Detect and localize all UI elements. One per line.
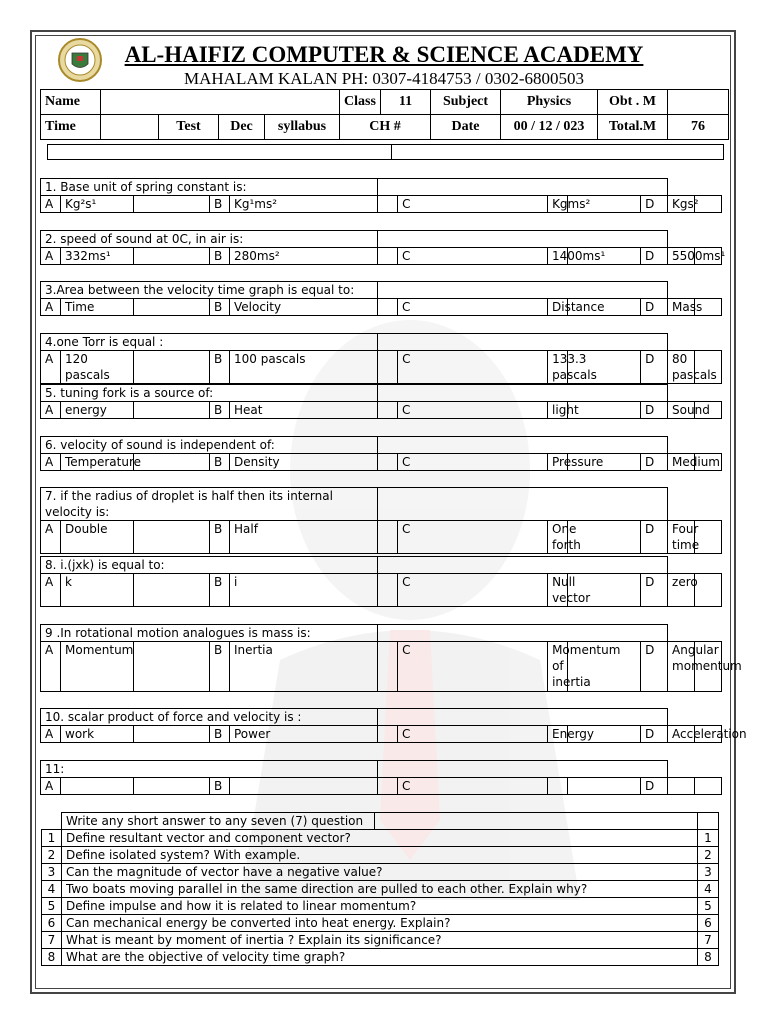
mcq-question-text: 4.one Torr is equal : bbox=[41, 334, 378, 351]
short-answer-row bbox=[42, 915, 719, 932]
option-text-a[interactable]: 120 pascals bbox=[61, 351, 134, 384]
option-text-c[interactable]: Null vector bbox=[548, 574, 568, 607]
option-spacer bbox=[378, 778, 398, 795]
option-spacer bbox=[378, 642, 398, 692]
mcq-question-blank bbox=[378, 385, 668, 402]
question-number: 8 bbox=[42, 949, 62, 966]
option-letter-b: B bbox=[210, 642, 230, 692]
option-spacer bbox=[378, 454, 398, 471]
option-letter-b: B bbox=[210, 454, 230, 471]
mcq-question-blank bbox=[378, 761, 668, 778]
option-letter-d: D bbox=[641, 454, 668, 471]
subject-value: Physics bbox=[501, 90, 598, 115]
mcq-question-text: 2. speed of sound at 0C, in air is: bbox=[41, 231, 378, 248]
option-letter-d: D bbox=[641, 726, 668, 743]
option-letter-c: C bbox=[398, 642, 548, 692]
short-answer-table bbox=[41, 812, 719, 966]
option-spacer bbox=[134, 574, 210, 607]
option-text-b[interactable]: 280ms² bbox=[230, 248, 378, 265]
question-marks: 5 bbox=[698, 898, 719, 915]
option-spacer bbox=[378, 521, 398, 554]
option-spacer bbox=[134, 351, 210, 384]
option-text-b[interactable]: Inertia bbox=[230, 642, 378, 692]
date-label: Date bbox=[431, 115, 501, 140]
option-text-d[interactable]: Angular momentum bbox=[668, 642, 695, 692]
test-label: Test bbox=[159, 115, 219, 140]
total-marks-label: Total.M bbox=[598, 115, 668, 140]
test-value: Dec bbox=[219, 115, 265, 140]
obtained-marks-field[interactable] bbox=[668, 90, 729, 115]
option-text-d[interactable]: Sound bbox=[668, 402, 695, 419]
option-text-a[interactable]: energy bbox=[61, 402, 134, 419]
name-label: Name bbox=[41, 90, 101, 115]
mcq-question-8 bbox=[40, 556, 722, 607]
short-answer-row bbox=[42, 847, 719, 864]
short-answer-heading: Write any short answer to any seven (7) question bbox=[62, 813, 375, 830]
obtained-marks-label: Obt . M bbox=[598, 90, 668, 115]
option-text-d[interactable]: 5500ms¹ bbox=[668, 248, 695, 265]
option-text-c[interactable]: Distance bbox=[548, 299, 568, 316]
mcq-question-text: 8. i.(jxk) is equal to: bbox=[41, 557, 378, 574]
question-text: What is meant by moment of inertia ? Explain its significance? bbox=[62, 932, 698, 949]
option-text-b[interactable]: 100 pascals bbox=[230, 351, 378, 384]
option-text-a[interactable] bbox=[61, 778, 134, 795]
option-letter-b: B bbox=[210, 351, 230, 384]
option-spacer bbox=[568, 778, 641, 795]
option-letter-c: C bbox=[398, 454, 548, 471]
question-text: Can the magnitude of vector have a negative value? bbox=[62, 864, 698, 881]
option-text-d[interactable]: 80 pascals bbox=[668, 351, 695, 384]
date-value: 00 / 12 / 023 bbox=[501, 115, 598, 140]
option-spacer bbox=[378, 726, 398, 743]
mcq-question-text: 6. velocity of sound is independent of: bbox=[41, 437, 378, 454]
option-letter-b: B bbox=[210, 521, 230, 554]
option-letter-c: C bbox=[398, 726, 548, 743]
option-letter-a: A bbox=[41, 521, 61, 554]
option-text-c[interactable]: Momentum of inertia bbox=[548, 642, 568, 692]
option-spacer bbox=[134, 778, 210, 795]
mcq-question-blank bbox=[378, 282, 668, 299]
option-spacer bbox=[134, 248, 210, 265]
mcq-question-text: 7. if the radius of droplet is half then its internal velocity is: bbox=[41, 488, 378, 521]
option-text-d[interactable]: Kgs² bbox=[668, 196, 695, 213]
option-letter-a: A bbox=[41, 248, 61, 265]
mcq-question-text: 3.Area between the velocity time graph is equal to: bbox=[41, 282, 378, 299]
option-text-c[interactable]: One forth bbox=[548, 521, 568, 554]
short-answer-row bbox=[42, 949, 719, 966]
time-label: Time bbox=[41, 115, 101, 140]
option-letter-d: D bbox=[641, 642, 668, 692]
question-marks: 3 bbox=[698, 864, 719, 881]
question-number: 3 bbox=[42, 864, 62, 881]
option-letter-a: A bbox=[41, 196, 61, 213]
question-text: Define isolated system? With example. bbox=[62, 847, 698, 864]
option-letter-a: A bbox=[41, 726, 61, 743]
option-spacer bbox=[134, 299, 210, 316]
time-field[interactable] bbox=[101, 115, 159, 140]
option-letter-b: B bbox=[210, 196, 230, 213]
question-number: 7 bbox=[42, 932, 62, 949]
question-text: Define resultant vector and component vector? bbox=[62, 830, 698, 847]
option-letter-b: B bbox=[210, 299, 230, 316]
option-text-c[interactable] bbox=[548, 778, 568, 795]
option-text-a[interactable]: Double bbox=[61, 521, 134, 554]
question-number: 6 bbox=[42, 915, 62, 932]
option-text-b[interactable]: Half bbox=[230, 521, 378, 554]
question-marks: 8 bbox=[698, 949, 719, 966]
mcq-question-6 bbox=[40, 436, 722, 471]
option-text-a[interactable]: Kg²s¹ bbox=[61, 196, 134, 213]
option-spacer bbox=[378, 351, 398, 384]
mcq-question-text: 5. tuning fork is a source of: bbox=[41, 385, 378, 402]
mcq-question-blank bbox=[378, 625, 668, 642]
option-text-b[interactable]: Power bbox=[230, 726, 378, 743]
option-text-b[interactable]: Heat bbox=[230, 402, 378, 419]
question-marks: 1 bbox=[698, 830, 719, 847]
mcq-question-9 bbox=[40, 624, 742, 692]
option-text-c[interactable]: light bbox=[548, 402, 568, 419]
option-text-d[interactable] bbox=[668, 778, 695, 795]
option-text-d[interactable]: Mass bbox=[668, 299, 695, 316]
option-text-c[interactable]: 133.3 pascals bbox=[548, 351, 568, 384]
mcq-question-text: 1. Base unit of spring constant is: bbox=[41, 179, 378, 196]
mcq-question-5 bbox=[40, 384, 722, 419]
option-letter-d: D bbox=[641, 248, 668, 265]
question-text: Two boats moving parallel in the same direction are pulled to each other. Explain why? bbox=[62, 881, 698, 898]
option-text-c[interactable]: Kgms² bbox=[548, 196, 568, 213]
option-letter-d: D bbox=[641, 778, 668, 795]
question-text: Can mechanical energy be converted into heat energy. Explain? bbox=[62, 915, 698, 932]
mcq-question-blank bbox=[378, 709, 668, 726]
option-spacer bbox=[134, 642, 210, 692]
option-letter-b: B bbox=[210, 574, 230, 607]
option-text-a[interactable]: Time bbox=[61, 299, 134, 316]
option-letter-a: A bbox=[41, 402, 61, 419]
mcq-question-2 bbox=[40, 230, 726, 265]
mcq-question-4 bbox=[40, 333, 722, 384]
question-text: What are the objective of velocity time graph? bbox=[62, 949, 698, 966]
option-text-a[interactable]: 332ms¹ bbox=[61, 248, 134, 265]
option-spacer bbox=[378, 299, 398, 316]
option-text-b[interactable]: Velocity bbox=[230, 299, 378, 316]
mcq-question-11 bbox=[40, 760, 722, 795]
option-letter-d: D bbox=[641, 196, 668, 213]
short-answer-row bbox=[42, 830, 719, 847]
question-number: 4 bbox=[42, 881, 62, 898]
question-marks: 4 bbox=[698, 881, 719, 898]
option-text-a[interactable]: Temperature bbox=[61, 454, 134, 471]
blank-strip bbox=[47, 144, 724, 160]
subject-label: Subject bbox=[431, 90, 501, 115]
option-letter-c: C bbox=[398, 574, 548, 607]
option-letter-d: D bbox=[641, 574, 668, 607]
option-letter-a: A bbox=[41, 351, 61, 384]
option-text-b[interactable]: Kg¹ms² bbox=[230, 196, 378, 213]
option-text-d[interactable]: zero bbox=[668, 574, 695, 607]
option-text-c[interactable]: Pressure bbox=[548, 454, 568, 471]
option-letter-b: B bbox=[210, 248, 230, 265]
mcq-question-text: 11: bbox=[41, 761, 378, 778]
option-text-c[interactable]: Energy bbox=[548, 726, 568, 743]
student-info-table bbox=[40, 89, 729, 140]
question-number: 2 bbox=[42, 847, 62, 864]
mcq-question-blank bbox=[378, 179, 668, 196]
option-letter-c: C bbox=[398, 196, 548, 213]
mcq-question-blank bbox=[378, 557, 668, 574]
option-spacer bbox=[134, 196, 210, 213]
option-letter-a: A bbox=[41, 454, 61, 471]
name-field[interactable] bbox=[101, 90, 340, 115]
short-answer-row bbox=[42, 932, 719, 949]
mcq-question-blank bbox=[378, 488, 668, 521]
chapter-label: CH # bbox=[340, 115, 431, 140]
class-label: Class bbox=[340, 90, 381, 115]
option-letter-b: B bbox=[210, 726, 230, 743]
question-marks: 6 bbox=[698, 915, 719, 932]
option-letter-a: A bbox=[41, 642, 61, 692]
option-spacer bbox=[134, 726, 210, 743]
syllabus-label: syllabus bbox=[265, 115, 340, 140]
question-marks: 7 bbox=[698, 932, 719, 949]
option-letter-a: A bbox=[41, 299, 61, 316]
mcq-question-3 bbox=[40, 281, 722, 316]
option-letter-d: D bbox=[641, 521, 668, 554]
question-number: 5 bbox=[42, 898, 62, 915]
short-answer-row bbox=[42, 898, 719, 915]
mcq-question-blank bbox=[378, 231, 668, 248]
option-letter-d: D bbox=[641, 402, 668, 419]
short-answer-row bbox=[42, 864, 719, 881]
mcq-question-text: 10. scalar product of force and velocity is : bbox=[41, 709, 378, 726]
option-spacer bbox=[378, 402, 398, 419]
option-spacer bbox=[378, 196, 398, 213]
mcq-question-blank bbox=[378, 437, 668, 454]
class-value: 11 bbox=[381, 90, 431, 115]
option-spacer bbox=[134, 402, 210, 419]
question-number: 1 bbox=[42, 830, 62, 847]
option-letter-b: B bbox=[210, 778, 230, 795]
option-text-d[interactable]: Four time bbox=[668, 521, 695, 554]
option-text-a[interactable]: k bbox=[61, 574, 134, 607]
question-marks: 2 bbox=[698, 847, 719, 864]
option-letter-c: C bbox=[398, 778, 548, 795]
option-spacer bbox=[695, 778, 722, 795]
option-spacer bbox=[378, 574, 398, 607]
option-letter-c: C bbox=[398, 402, 548, 419]
mcq-question-1 bbox=[40, 178, 722, 213]
mcq-question-blank bbox=[378, 334, 668, 351]
question-text: Define impulse and how it is related to linear momentum? bbox=[62, 898, 698, 915]
option-spacer bbox=[134, 521, 210, 554]
option-letter-a: A bbox=[41, 574, 61, 607]
option-text-d[interactable]: Acceleration bbox=[668, 726, 695, 743]
option-letter-d: D bbox=[641, 299, 668, 316]
total-marks-value: 76 bbox=[668, 115, 729, 140]
option-text-d[interactable]: Medium bbox=[668, 454, 695, 471]
option-text-a[interactable]: work bbox=[61, 726, 134, 743]
option-spacer bbox=[134, 454, 210, 471]
option-text-b[interactable]: i bbox=[230, 574, 378, 607]
option-spacer bbox=[378, 248, 398, 265]
option-letter-a: A bbox=[41, 778, 61, 795]
option-letter-c: C bbox=[398, 299, 548, 316]
mcq-question-7 bbox=[40, 487, 722, 554]
option-letter-c: C bbox=[398, 351, 548, 384]
option-spacer bbox=[695, 574, 722, 607]
academy-address: MAHALAM KALAN PH: 0307-4184753 / 0302-6800503 bbox=[184, 69, 584, 88]
short-answer-row bbox=[42, 881, 719, 898]
option-letter-b: B bbox=[210, 402, 230, 419]
option-text-a[interactable]: Momentum bbox=[61, 642, 134, 692]
option-letter-c: C bbox=[398, 248, 548, 265]
option-letter-c: C bbox=[398, 521, 548, 554]
option-text-b[interactable] bbox=[230, 778, 378, 795]
option-text-c[interactable]: 1400ms¹ bbox=[548, 248, 568, 265]
academy-title: AL-HAIFIZ COMPUTER & SCIENCE ACADEMY bbox=[124, 42, 644, 67]
option-text-b[interactable]: Density bbox=[230, 454, 378, 471]
mcq-question-10 bbox=[40, 708, 747, 743]
mcq-question-text: 9 .In rotational motion analogues is mass is: bbox=[41, 625, 378, 642]
option-letter-d: D bbox=[641, 351, 668, 384]
